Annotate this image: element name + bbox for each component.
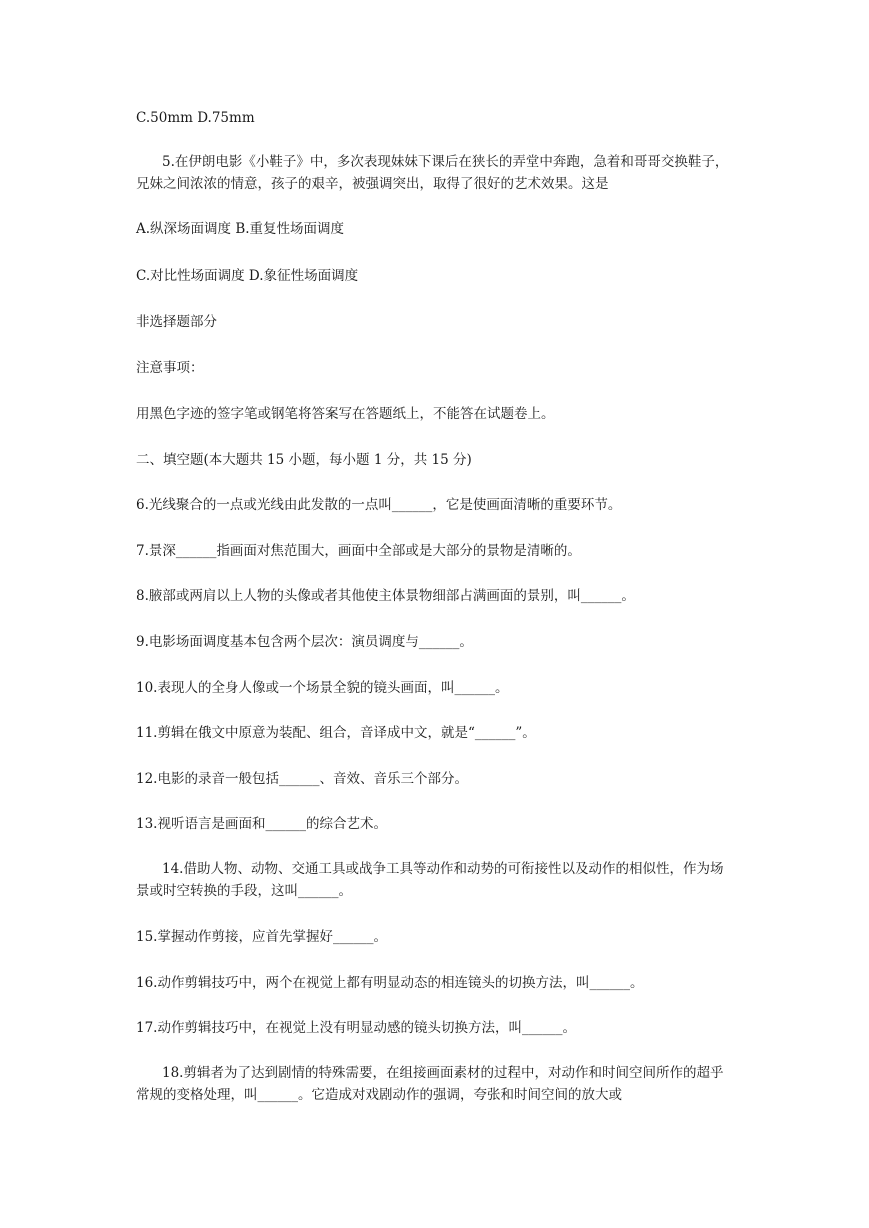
question-5-options-ab: A.纵深场面调度 B.重复性场面调度 xyxy=(136,221,345,237)
section-heading-fill-in: 二、填空题(本大题共 15 小题，每小题 1 分，共 15 分) xyxy=(136,452,472,468)
question-14: 14.借助人物、动物、交通工具或战争工具等动作和动势的可衔接性以及动作的相似性，作为场景或时空转换的手段，这叫______。 xyxy=(136,861,724,899)
question-12: 12.电影的录音一般包括______、音效、音乐三个部分。 xyxy=(136,771,468,787)
notice-title: 注意事项： xyxy=(136,360,204,376)
section-heading-nonchoice: 非选择题部分 xyxy=(136,314,217,330)
notice-body: 用黑色字迹的签字笔或钢笔将答案写在答题纸上，不能答在试题卷上。 xyxy=(136,406,555,422)
question-17: 17.动作剪辑技巧中，在视觉上没有明显动感的镜头切换方法，叫______。 xyxy=(136,1020,576,1036)
question-11: 11.剪辑在俄文中原意为装配、组合，音译成中文，就是“______”。 xyxy=(136,725,536,741)
question-6: 6.光线聚合的一点或光线由此发散的一点叫______，它是使画面清晰的重要环节。 xyxy=(136,497,622,513)
question-10: 10.表现人的全身人像或一个场景全貌的镜头画面，叫______。 xyxy=(136,680,509,696)
question-5-options-cd: C.对比性场面调度 D.象征性场面调度 xyxy=(136,268,359,284)
question-18: 18.剪辑者为了达到剧情的特殊需要，在组接画面素材的过程中，对动作和时间空间所作的超乎常规的变格处理，叫______。它造成对戏剧动作的强调，夸张和时间空间的放大或 xyxy=(136,1065,724,1103)
question-8: 8.腋部或两肩以上人物的头像或者其他使主体景物细部占满画面的景别，叫______。 xyxy=(136,588,635,604)
question-4-options-cd: C.50mm D.75mm xyxy=(136,110,255,126)
question-16: 16.动作剪辑技巧中，两个在视觉上都有明显动态的相连镜头的切换方法，叫______。 xyxy=(136,975,644,991)
question-5-stem: 5.在伊朗电影《小鞋子》中，多次表现妹妹下课后在狭长的弄堂中奔跑，急着和哥哥交换鞋子，兄妹之间浓浓的情意，孩子的艰辛，被强调突出，取得了很好的艺术效果。这是 xyxy=(136,154,729,192)
question-15: 15.掌握动作剪接，应首先掌握好______。 xyxy=(136,929,387,945)
question-9: 9.电影场面调度基本包含两个层次：演员调度与______。 xyxy=(136,634,473,650)
question-13: 13.视听语言是画面和______的综合艺术。 xyxy=(136,816,387,832)
question-7: 7.景深______指画面对焦范围大，画面中全部或是大部分的景物是清晰的。 xyxy=(136,543,581,559)
